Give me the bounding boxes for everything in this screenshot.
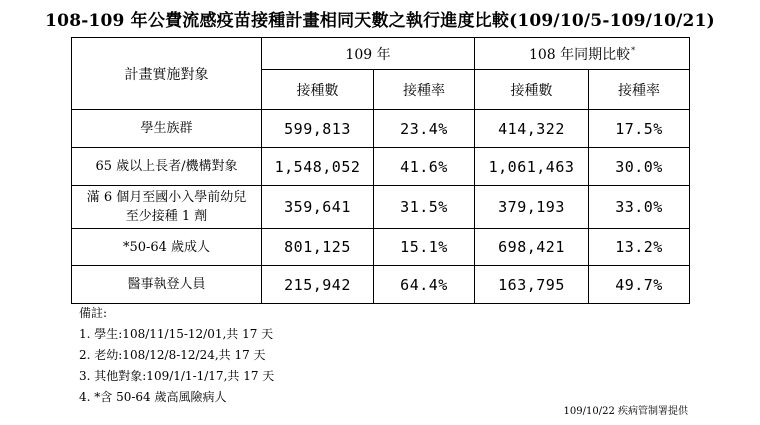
count-109-cell: 359,641 [262, 186, 374, 229]
rate-109-cell: 64.4% [374, 266, 475, 304]
rate-108-cell: 17.5% [589, 110, 690, 148]
notes-section [79, 303, 274, 408]
table-group-header-row [72, 38, 690, 70]
count-108-cell: 1,061,463 [475, 148, 589, 186]
row-label: 學生族群 [72, 110, 262, 148]
target-group-header: 計畫實施對象 [72, 38, 262, 110]
rate-108-cell: 13.2% [589, 229, 690, 266]
rate-108-cell: 33.0% [589, 186, 690, 229]
note-item: 1. 學生:108/11/15-12/01,共 17 天 [79, 327, 274, 341]
count-108-cell: 698,421 [475, 229, 589, 266]
table-row [72, 186, 690, 229]
count-109-cell: 1,548,052 [262, 148, 374, 186]
year-108-header-label: 108 年同期比較 [528, 46, 631, 63]
footnote-mark: * [631, 45, 636, 55]
rate-109-cell: 23.4% [374, 110, 475, 148]
count-108-cell: 414,322 [475, 110, 589, 148]
note-item: 3. 其他對象:109/1/1-1/17,共 17 天 [79, 369, 275, 383]
year-108-header [475, 38, 690, 70]
count-108-cell: 163,795 [475, 266, 589, 304]
notes-heading: 備註: [79, 306, 108, 320]
count-109-cell: 215,942 [262, 266, 374, 304]
rate-108-cell: 30.0% [589, 148, 690, 186]
col-rate-109: 接種率 [374, 70, 475, 110]
table-row [72, 266, 690, 304]
rate-109-cell: 15.1% [374, 229, 475, 266]
rate-109-cell: 31.5% [374, 186, 475, 229]
row-label: 滿 6 個月至國小入學前幼兒 至少接種 1 劑 [72, 186, 262, 229]
count-109-cell: 599,813 [262, 110, 374, 148]
vaccination-progress-table [71, 37, 690, 304]
table-row [72, 148, 690, 186]
col-rate-108: 接種率 [589, 70, 690, 110]
col-count-109: 接種數 [262, 70, 374, 110]
row-label: *50-64 歲成人 [72, 229, 262, 266]
page-title: 108-109 年公費流感疫苗接種計畫相同天數之執行進度比較(109/10/5-109/10/21) [45, 11, 715, 31]
note-item: 4. *含 50-64 歲高風險病人 [79, 390, 227, 404]
row-label: 醫事執登人員 [72, 266, 262, 304]
year-109-header: 109 年 [262, 38, 475, 70]
table-row [72, 110, 690, 148]
table-row [72, 229, 690, 266]
count-108-cell: 379,193 [475, 186, 589, 229]
row-label: 65 歲以上長者/機構對象 [72, 148, 262, 186]
rate-108-cell: 49.7% [589, 266, 690, 304]
col-count-108: 接種數 [475, 70, 589, 110]
source-credit: 109/10/22 疾病管制署提供 [563, 406, 688, 417]
note-item: 2. 老幼:108/12/8-12/24,共 17 天 [79, 348, 266, 362]
count-109-cell: 801,125 [262, 229, 374, 266]
rate-109-cell: 41.6% [374, 148, 475, 186]
